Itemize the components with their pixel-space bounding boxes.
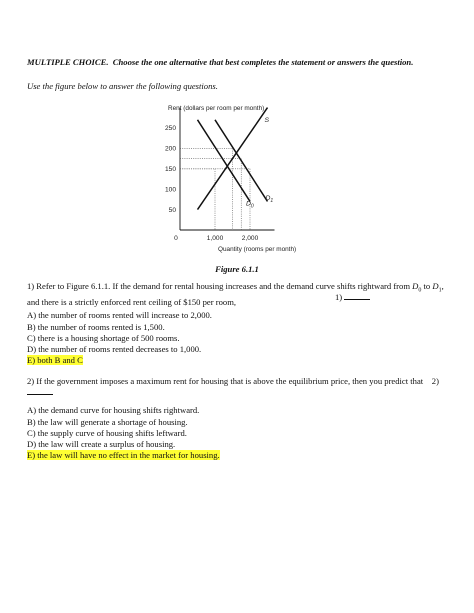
q2-option-b[interactable]: B) the law will generate a shortage of housing. bbox=[27, 417, 188, 427]
q2-option-e-highlight: E) the law will have no effect in the market for housing. bbox=[27, 450, 220, 460]
series-label-d0: $D_0$ bbox=[246, 200, 254, 210]
y-tick-labels bbox=[165, 125, 176, 214]
q1-option-e-highlight: E) both B and C bbox=[27, 355, 83, 365]
x-tick-labels bbox=[174, 235, 258, 242]
y-tick-label: 250 bbox=[164, 125, 176, 133]
series-lines bbox=[198, 108, 268, 210]
question-2 bbox=[27, 376, 447, 399]
question-1 bbox=[27, 281, 447, 309]
reference-lines bbox=[180, 148, 250, 230]
x-tick-label: 2,000 bbox=[241, 235, 259, 242]
figure-caption: Figure 6.1.1 bbox=[215, 264, 259, 274]
d1-label: D bbox=[432, 281, 439, 291]
instruction-text: Use the figure below to answer the following questions. bbox=[27, 81, 218, 91]
heading-text: Choose the one alternative that best completes the statement or answers the question. bbox=[112, 57, 414, 67]
q1-answer-slot bbox=[335, 292, 370, 303]
y-axis-title: Rent (dollars per room per month) bbox=[168, 105, 265, 112]
y-tick-label: 150 bbox=[164, 166, 176, 173]
heading-bold: MULTIPLE CHOICE. bbox=[27, 57, 109, 67]
y-tick-label: 200 bbox=[164, 145, 176, 153]
section-heading bbox=[27, 57, 437, 69]
d1-subscript: 1 bbox=[438, 287, 442, 294]
q1-text-3: , and there is a strictly enforced rent ceiling of $150 per room, bbox=[27, 281, 444, 308]
q2-option-e[interactable] bbox=[27, 450, 220, 461]
q1-option-a[interactable]: A) the number of rooms rented will increase to 2,000. bbox=[27, 310, 212, 320]
d0-label: D bbox=[412, 281, 419, 291]
series-label-s: S bbox=[264, 116, 270, 124]
q2-text-1: 2) If the government imposes a maximum rent for housing that is above the equilibrium price, then you predict that bbox=[27, 376, 424, 386]
x-tick-label: 1,000 bbox=[206, 235, 224, 242]
d0-subscript: 0 bbox=[418, 287, 422, 294]
x-axis-title: Quantity (rooms per month) bbox=[218, 246, 297, 253]
supply-demand-figure bbox=[150, 98, 330, 258]
q2-option-d[interactable]: D) the law will create a surplus of housing. bbox=[27, 439, 176, 449]
series-line-s bbox=[198, 108, 268, 210]
series-label-d1: $D_1$ bbox=[265, 195, 274, 205]
q2-answer-blank[interactable] bbox=[27, 387, 53, 395]
x-tick-label: 0 bbox=[174, 235, 178, 242]
y-tick-label: 50 bbox=[168, 206, 176, 214]
q1-option-c[interactable]: C) there is a housing shortage of 500 rooms. bbox=[27, 333, 180, 343]
q1-option-e[interactable] bbox=[27, 355, 83, 366]
q1-option-b[interactable]: B) the number of rooms rented is 1,500. bbox=[27, 322, 165, 332]
q1-text-2: to bbox=[421, 281, 433, 291]
q2-option-c[interactable]: C) the supply curve of housing shifts leftward. bbox=[27, 428, 187, 438]
q1-option-d[interactable]: D) the number of rooms rented decreases to 1,000. bbox=[27, 344, 202, 354]
q1-number: 1) bbox=[335, 292, 343, 303]
q2-option-a[interactable]: A) the demand curve for housing shifts rightward. bbox=[27, 405, 200, 415]
q1-text-1: 1) Refer to Figure 6.1.1. If the demand for rental housing increases and the demand curve shifts rightward from bbox=[27, 281, 413, 291]
q1-answer-blank[interactable] bbox=[344, 292, 370, 300]
q2-number: 2) bbox=[431, 376, 439, 386]
y-tick-label: 100 bbox=[164, 186, 176, 194]
